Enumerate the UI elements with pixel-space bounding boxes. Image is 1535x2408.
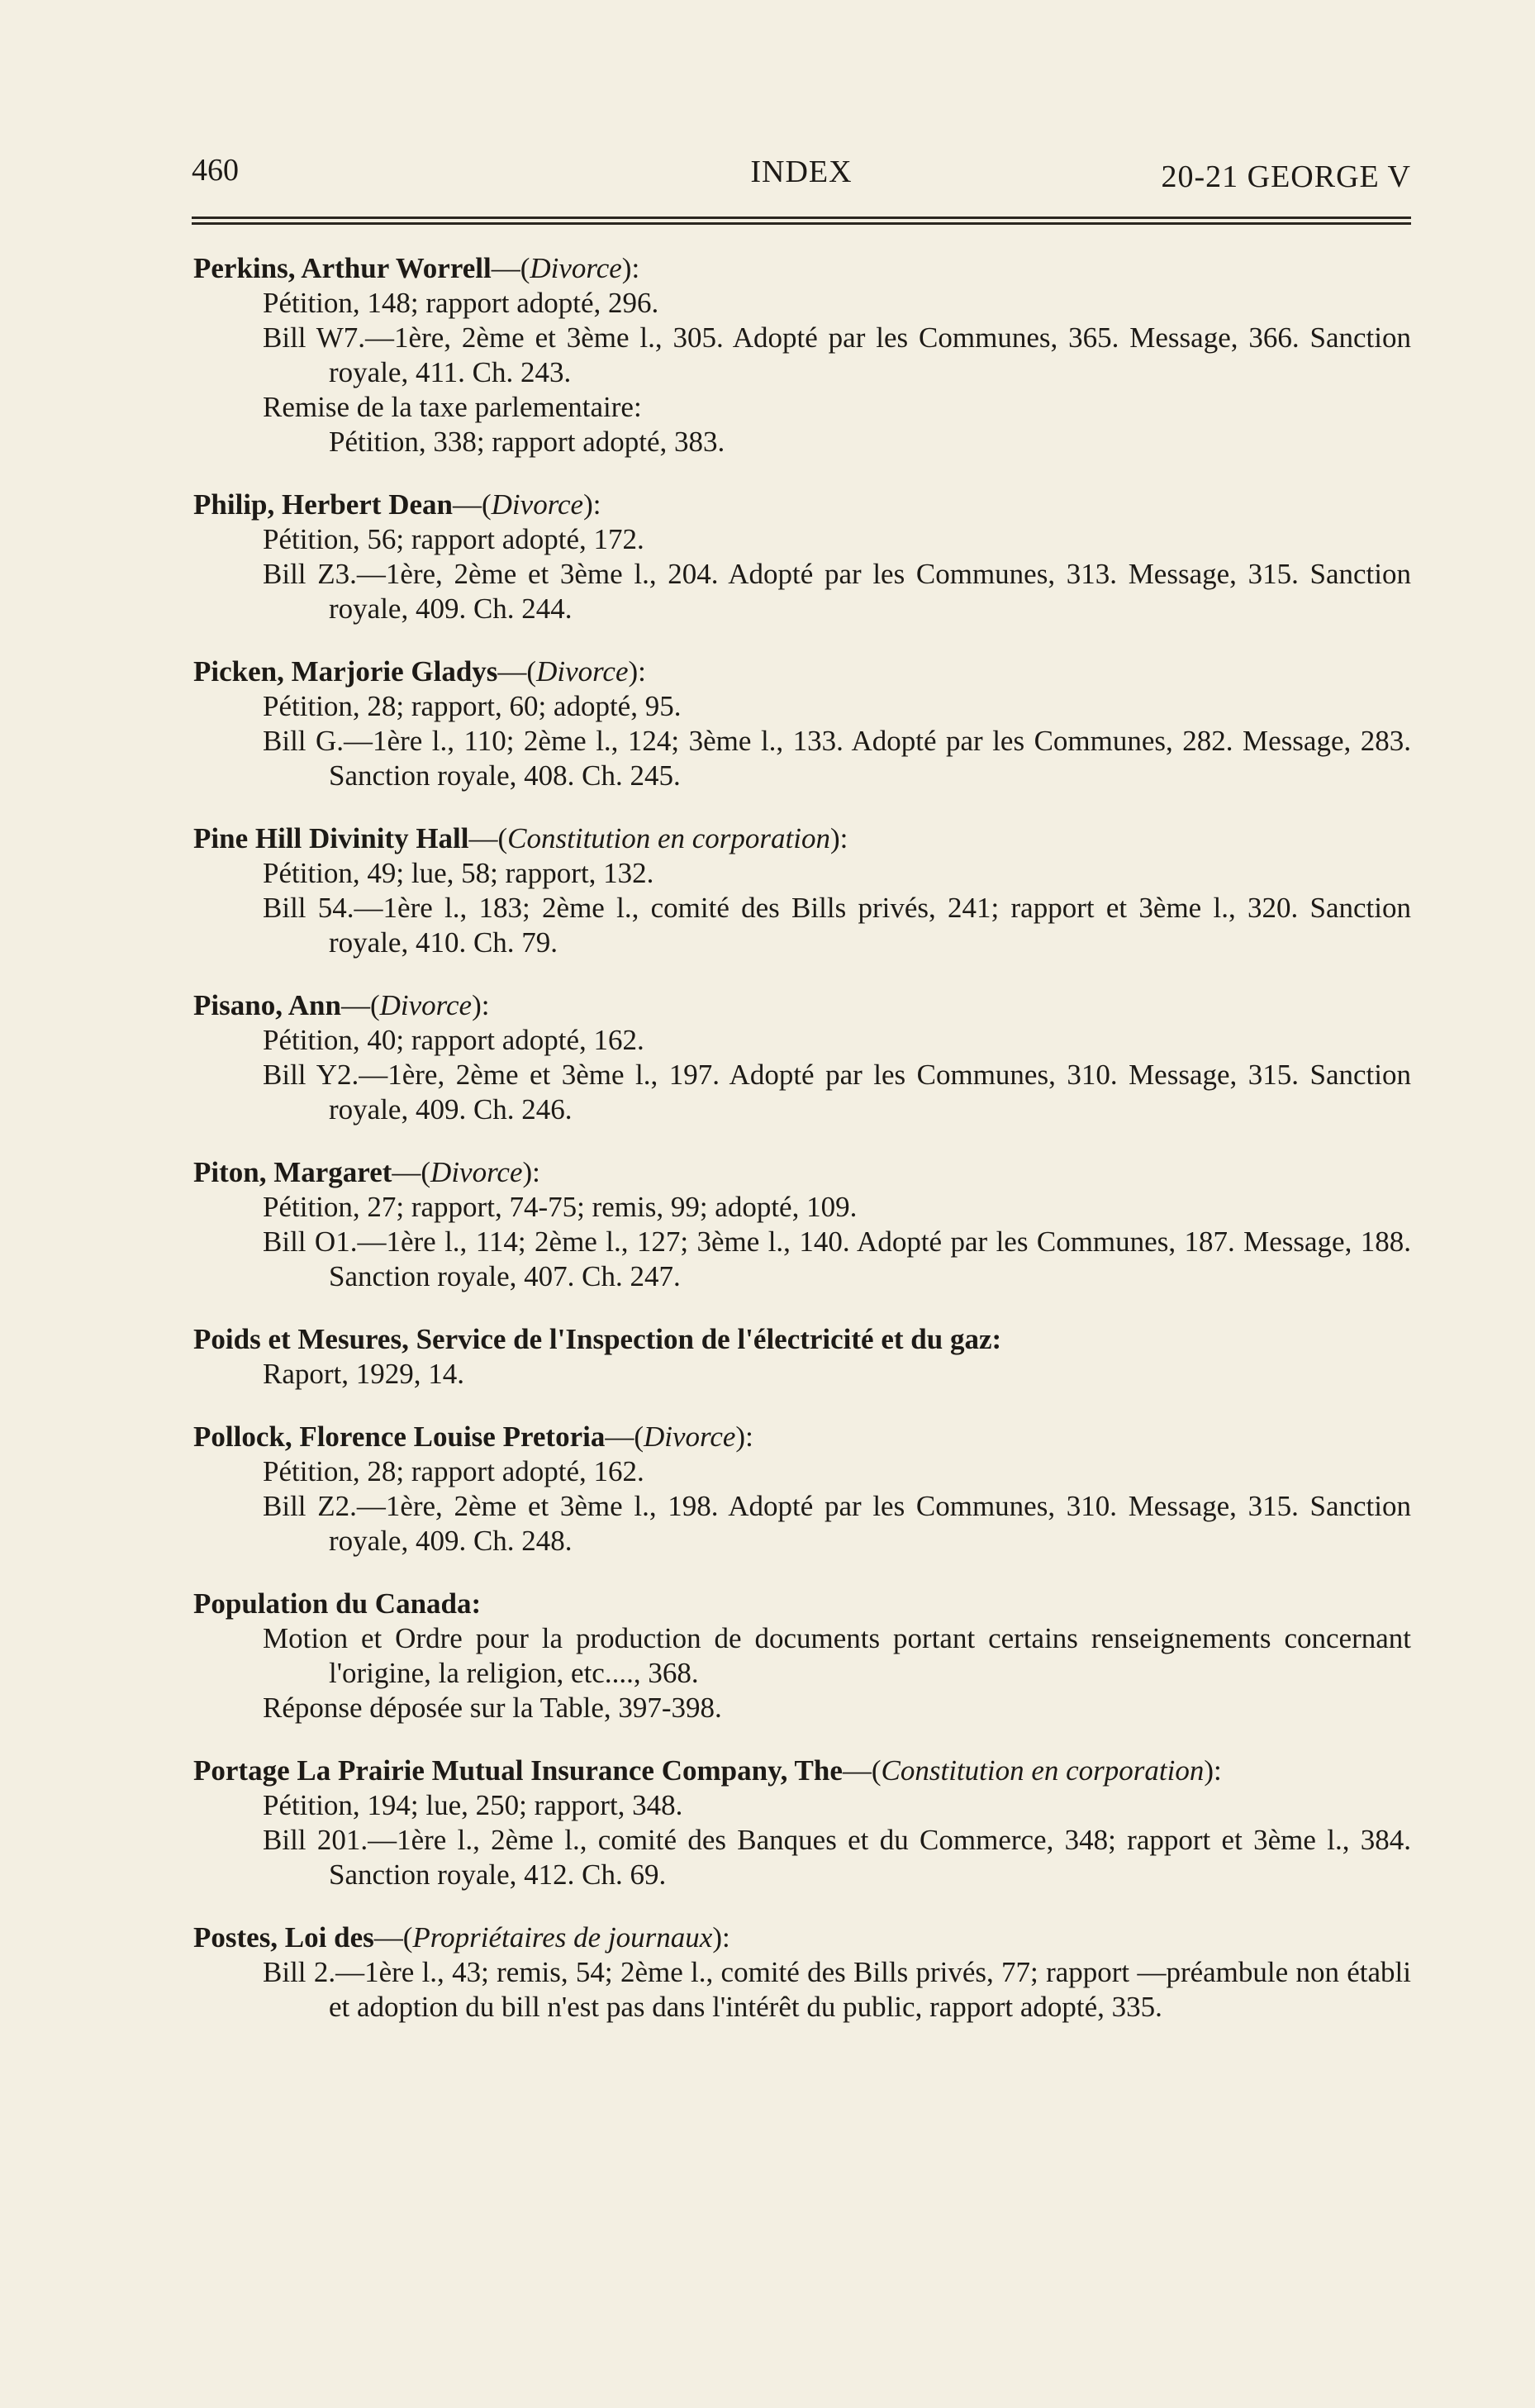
entry-line: Motion et Ordre pour la production de documents portant certains renseignements concernant l'origine, la religion, etc...., 368.: [263, 1622, 1411, 1689]
index-entry: [193, 488, 1411, 626]
entry-heading: Philip, Herbert Dean—(Divorce):: [193, 488, 601, 521]
index-entry: [193, 1420, 1411, 1559]
index-entry: [193, 1155, 1411, 1294]
running-head: [192, 147, 1411, 197]
entry-line: Raport, 1929, 14.: [263, 1358, 465, 1390]
index-entry: [193, 251, 1411, 459]
entry-name: Picken, Marjorie Gladys: [193, 655, 498, 688]
index-entry: [193, 1754, 1411, 1892]
entry-heading: Pollock, Florence Louise Pretoria—(Divorce):: [193, 1421, 753, 1453]
entry-heading: Piton, Margaret—(Divorce):: [193, 1156, 540, 1188]
entry-line: Pétition, 56; rapport adopté, 172.: [263, 523, 644, 555]
index-entry: [193, 1920, 1411, 2025]
entry-line: Bill Z3.—1ère, 2ème et 3ème l., 204. Adopté par les Communes, 313. Message, 315. Sanction royale, 409. Ch. 244.: [263, 558, 1411, 625]
entry-subline: Pétition, 338; rapport adopté, 383.: [329, 426, 725, 458]
entry-descriptor: Divorce: [430, 1156, 523, 1188]
index-entry: [193, 821, 1411, 960]
entry-line: Pétition, 148; rapport adopté, 296.: [263, 287, 659, 319]
entry-heading: Perkins, Arthur Worrell—(Divorce):: [193, 252, 640, 284]
regnal-years: 20-21 GEORGE V: [1161, 159, 1411, 194]
entry-heading: Portage La Prairie Mutual Insurance Company, The—(Constitution en corporation):: [193, 1754, 1222, 1787]
entry-name: Piton, Margaret: [193, 1156, 392, 1188]
entry-heading: [193, 1587, 1411, 1621]
entry-line: Bill Y2.—1ère, 2ème et 3ème l., 197. Adopté par les Communes, 310. Message, 315. Sanction royale, 409. Ch. 246.: [263, 1059, 1411, 1125]
entry-line: Bill O1.—1ère l., 114; 2ème l., 127; 3ème l., 140. Adopté par les Communes, 187. Message, 188. Sanction royale, 407. Ch. 247.: [263, 1225, 1411, 1292]
index-entry: [193, 988, 1411, 1127]
entry-descriptor: Constitution en corporation: [881, 1754, 1205, 1787]
entry-line: Pétition, 49; lue, 58; rapport, 132.: [263, 857, 654, 889]
page-number: 460: [192, 153, 239, 188]
entry-line: Bill 201.—1ère l., 2ème l., comité des Banques et du Commerce, 348; rapport et 3ème l., 384. Sanction royale, 412. Ch. 69.: [263, 1824, 1411, 1891]
entry-heading: Picken, Marjorie Gladys—(Divorce):: [193, 655, 646, 688]
entry-heading: [193, 1322, 1411, 1357]
entry-line: Bill 54.—1ère l., 183; 2ème l., comité des Bills privés, 241; rapport et 3ème l., 320. Sanction royale, 410. Ch. 79.: [263, 892, 1411, 959]
entry-line: Bill W7.—1ère, 2ème et 3ème l., 305. Adopté par les Communes, 365. Message, 366. Sanction royale, 411. Ch. 243.: [263, 321, 1411, 388]
entry-heading: Pine Hill Divinity Hall—(Constitution en corporation):: [193, 822, 848, 854]
page-title: INDEX: [750, 155, 853, 189]
entry-descriptor: Constitution en corporation: [507, 822, 831, 854]
entry-descriptor: Divorce: [536, 655, 629, 688]
index-entry: [193, 1322, 1411, 1392]
entry-line: Pétition, 28; rapport adopté, 162.: [263, 1455, 644, 1487]
entry-descriptor: Divorce: [643, 1421, 736, 1453]
entry-descriptor: Divorce: [491, 488, 584, 521]
entry-name: Pine Hill Divinity Hall: [193, 822, 469, 854]
entry-name: Portage La Prairie Mutual Insurance Company, The: [193, 1754, 843, 1787]
entry-heading: Postes, Loi des—(Propriétaires de journaux):: [193, 1921, 730, 1954]
entry-line: Bill Z2.—1ère, 2ème et 3ème l., 198. Adopté par les Communes, 310. Message, 315. Sanction royale, 409. Ch. 248.: [263, 1490, 1411, 1557]
entry-line: Pétition, 27; rapport, 74-75; remis, 99; adopté, 109.: [263, 1191, 858, 1223]
entry-descriptor: Divorce: [379, 989, 473, 1021]
index-entry: [193, 1587, 1411, 1725]
entry-name: Population du Canada:: [193, 1587, 482, 1620]
entry-line: Remise de la taxe parlementaire:: [263, 391, 642, 423]
entry-line: Pétition, 194; lue, 250; rapport, 348.: [263, 1789, 683, 1821]
entry-name: Pollock, Florence Louise Pretoria: [193, 1421, 606, 1453]
entry-line: Pétition, 40; rapport adopté, 162.: [263, 1024, 644, 1056]
entry-heading: Pisano, Ann—(Divorce):: [193, 989, 490, 1021]
index-entry: [193, 654, 1411, 793]
entry-line: Réponse déposée sur la Table, 397-398.: [263, 1692, 722, 1724]
entry-descriptor: Propriétaires de journaux: [412, 1921, 713, 1954]
entry-name: Perkins, Arthur Worrell: [193, 252, 492, 284]
entry-line: Bill 2.—1ère l., 43; remis, 54; 2ème l., comité des Bills privés, 77; rapport —préambule non établi et adoption du bill n'est pas dans l'intérêt du public, rapport adopté, 335.: [263, 1956, 1411, 2023]
entry-line: Bill G.—1ère l., 110; 2ème l., 124; 3ème l., 133. Adopté par les Communes, 282. Message, 283. Sanction royale, 408. Ch. 245.: [263, 725, 1411, 792]
entry-name: Philip, Herbert Dean: [193, 488, 453, 521]
index-entries: [193, 251, 1411, 2053]
header-rule: [192, 217, 1411, 225]
entry-line: Pétition, 28; rapport, 60; adopté, 95.: [263, 690, 682, 722]
entry-name: Postes, Loi des: [193, 1921, 374, 1954]
entry-name: Poids et Mesures, Service de l'Inspection de l'électricité et du gaz:: [193, 1323, 1002, 1355]
entry-name: Pisano, Ann: [193, 989, 341, 1021]
entry-descriptor: Divorce: [530, 252, 622, 284]
